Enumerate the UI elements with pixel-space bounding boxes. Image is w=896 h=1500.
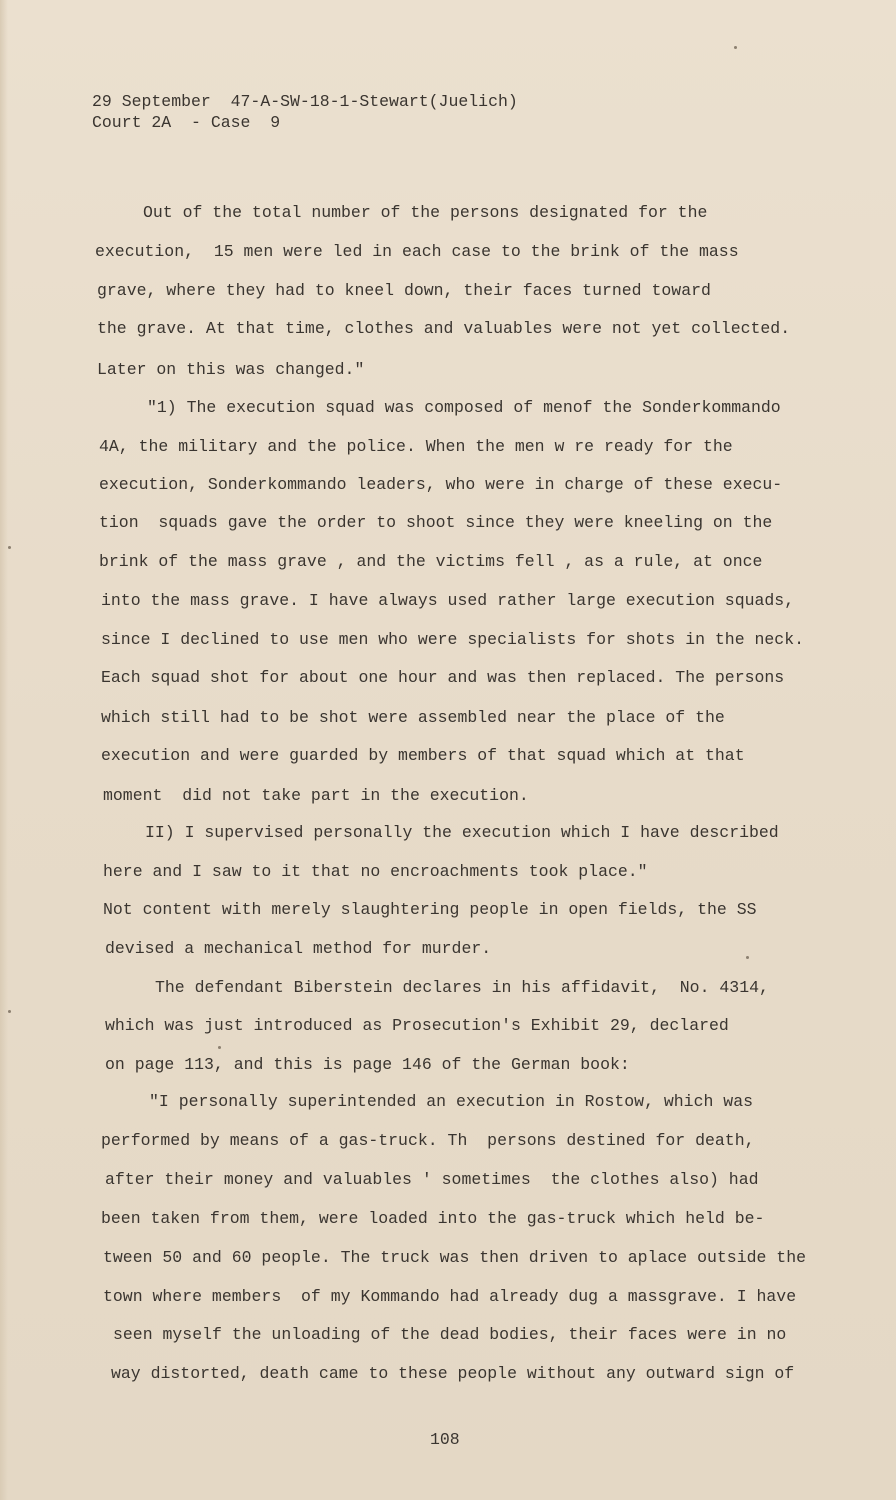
body-line: which still had to be shot were assembled near the place of the: [101, 708, 725, 727]
body-line: execution and were guarded by members of that squad which at that: [101, 746, 745, 765]
body-line: devised a mechanical method for murder.: [105, 939, 492, 958]
paper-speck: [8, 1010, 11, 1013]
body-line: performed by means of a gas-truck. Th persons destined for death,: [101, 1131, 755, 1150]
body-line: "1) The execution squad was composed of menof the Sonderkommando: [147, 398, 781, 417]
body-line: "I personally superintended an execution in Rostow, which was: [149, 1092, 753, 1111]
header-line-2: Court 2A - Case 9: [92, 113, 281, 132]
body-line: the grave. At that time, clothes and valuables were not yet collected.: [97, 319, 791, 338]
body-line: after their money and valuables ' sometimes the clothes also) had: [105, 1170, 759, 1189]
body-line: Out of the total number of the persons designated for the: [143, 203, 708, 222]
body-line: been taken from them, were loaded into the gas-truck which held be-: [101, 1209, 765, 1228]
body-line: execution, Sonderkommando leaders, who were in charge of these execu-: [99, 475, 783, 494]
body-line: 4A, the military and the police. When the men w re ready for the: [99, 437, 733, 456]
body-line: grave, where they had to kneel down, their faces turned toward: [97, 281, 711, 300]
body-line: since I declined to use men who were specialists for shots in the neck.: [101, 630, 805, 649]
body-line: here and I saw to it that no encroachments took place.": [103, 862, 648, 881]
paper-speck: [746, 956, 749, 959]
body-line: II) I supervised personally the execution which I have described: [145, 823, 779, 842]
paper-speck: [8, 546, 11, 549]
paper-speck: [734, 46, 737, 49]
body-line: moment did not take part in the execution.: [103, 786, 529, 805]
body-line: The defendant Biberstein declares in his affidavit, No. 4314,: [155, 978, 769, 997]
body-line: Not content with merely slaughtering people in open fields, the SS: [103, 900, 757, 919]
body-line: execution, 15 men were led in each case to the brink of the mass: [95, 242, 739, 261]
page-edge: [0, 0, 8, 1500]
paper-speck: [218, 1046, 221, 1049]
body-line: town where members of my Kommando had already dug a massgrave. I have: [103, 1287, 797, 1306]
body-line: tion squads gave the order to shoot since they were kneeling on the: [99, 513, 773, 532]
body-line: way distorted, death came to these people without any outward sign of: [111, 1364, 795, 1383]
body-line: into the mass grave. I have always used rather large execution squads,: [101, 591, 795, 610]
page-number: 108: [430, 1430, 460, 1449]
body-line: brink of the mass grave , and the victims fell , as a rule, at once: [99, 552, 763, 571]
body-line: on page 113, and this is page 146 of the German book:: [105, 1055, 630, 1074]
body-line: tween 50 and 60 people. The truck was then driven to aplace outside the: [103, 1248, 807, 1267]
body-line: Each squad shot for about one hour and was then replaced. The persons: [101, 668, 785, 687]
body-line: seen myself the unloading of the dead bodies, their faces were in no: [113, 1325, 787, 1344]
header-line-1: 29 September 47-A-SW-18-1-Stewart(Juelich): [92, 92, 518, 111]
body-line: Later on this was changed.": [97, 360, 365, 379]
body-line: which was just introduced as Prosecution's Exhibit 29, declared: [105, 1016, 729, 1035]
document-header: [92, 91, 518, 133]
